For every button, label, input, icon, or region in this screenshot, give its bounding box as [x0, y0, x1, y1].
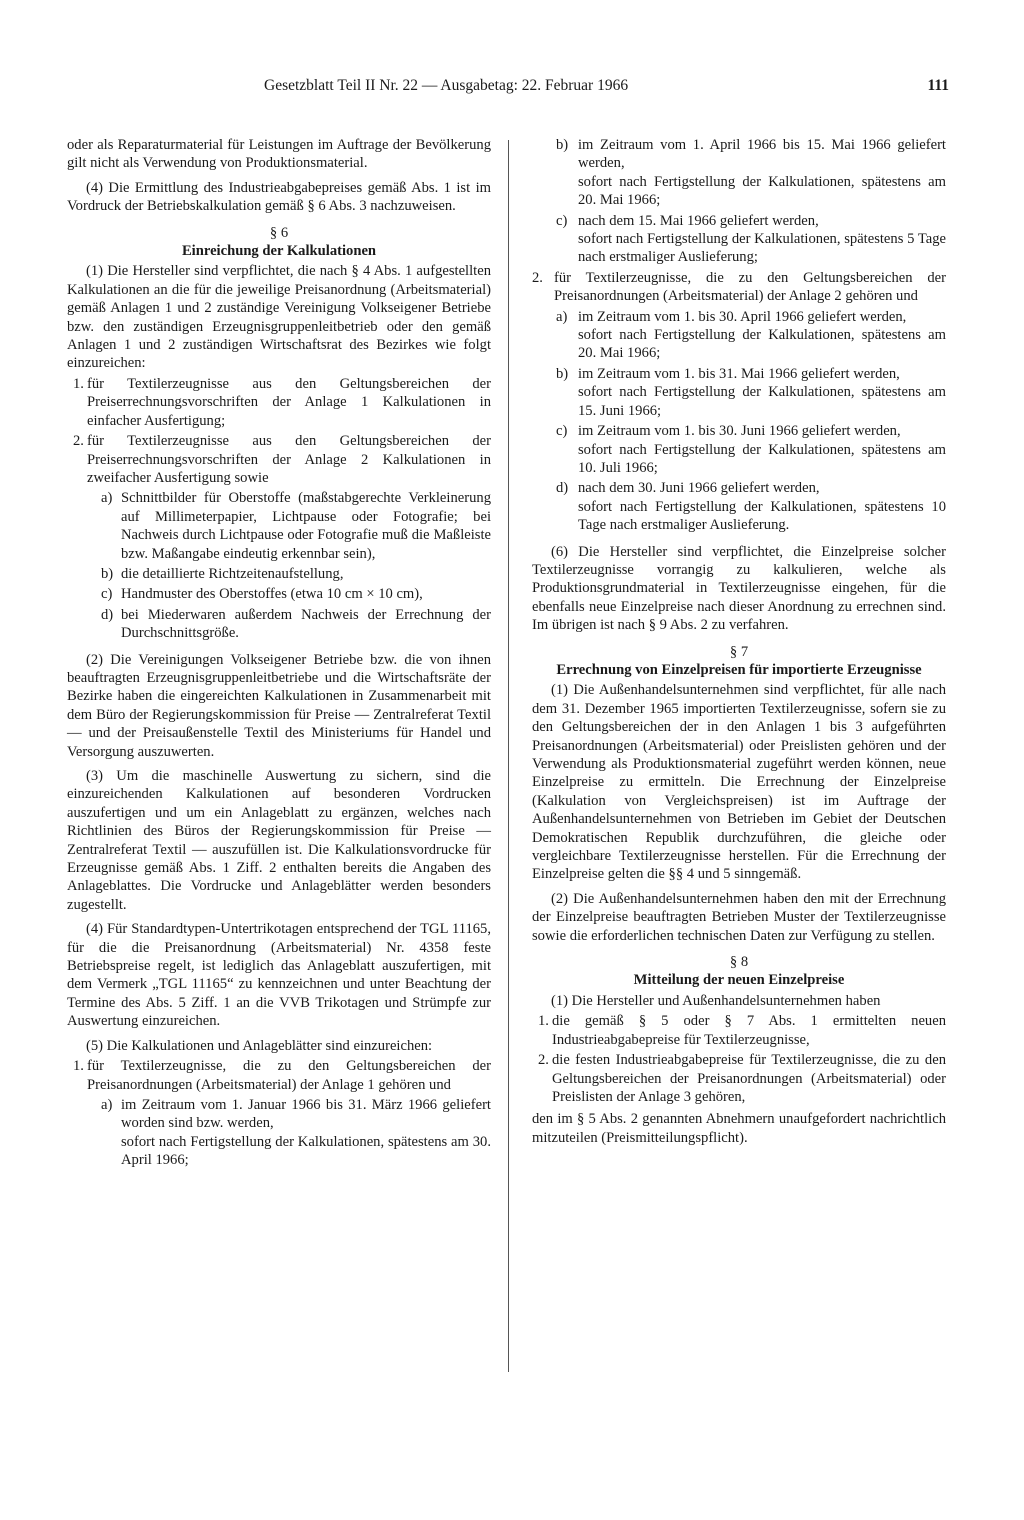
sub-item: [67, 565, 491, 583]
list-text: die gemäß § 5 oder § 7 Abs. 1 ermittelten neuen Industrieabgabepreise für Textilerzeugnisse,: [552, 1013, 946, 1048]
list-item: [67, 432, 491, 487]
sub-text: im Zeitraum vom 1. April 1966 bis 15. Mai 1966 geliefert werden,: [578, 137, 946, 172]
sub-text-deadline: sofort nach Fertigstellung der Kalkulationen, spätestens am 15. Juni 1966;: [578, 384, 946, 419]
sub-letter: b): [101, 565, 114, 582]
sub-text: im Zeitraum vom 1. bis 30. April 1966 geliefert werden,: [578, 308, 907, 325]
sub-text: im Zeitraum vom 1. bis 31. Mai 1966 geliefert werden,: [578, 365, 900, 382]
sub-text: die detaillierte Richtzeitenaufstellung,: [121, 565, 344, 582]
section-8-closing: den im § 5 Abs. 2 genannten Abnehmern unaufgefordert nachrichtlich mitzuteilen (Preismitteilungspflicht).: [532, 1111, 946, 1146]
section-8-paragraph-1: (1) Die Hersteller und Außenhandelsunternehmen haben: [551, 992, 881, 1009]
list-number: 1.: [73, 375, 84, 392]
list-item: [67, 1057, 491, 1094]
page-number: 111: [927, 77, 949, 94]
sub-text-deadline: sofort nach Fertigstellung der Kalkulationen, spätestens am 30. April 1966;: [121, 1133, 491, 1169]
list-text: für Textilerzeugnisse, die zu den Geltungsbereichen der Preisanordnungen (Arbeitsmaterial) der Anlage 1 gehören und: [87, 1058, 491, 1093]
sub-letter: b): [556, 365, 569, 382]
section-7-label: § 7: [729, 643, 749, 660]
section-7-title: Errechnung von Einzelpreisen für importierte Erzeugnisse: [556, 661, 922, 678]
page-header: [264, 77, 949, 99]
list-item: [532, 269, 946, 306]
right-column: [532, 136, 946, 1153]
sub-letter: b): [556, 137, 569, 153]
list-text: für Textilerzeugnisse aus den Geltungsbereichen der Preiserrechnungsvorschriften der Anlage 2 Kalkulationen in zweifacher Ausfertigung sowie: [87, 433, 491, 486]
sub-letter: d): [556, 480, 569, 497]
sub-text: Schnittbilder für Oberstoffe (maßstabgerechte Verkleinerung auf Millimeterpapier, Lichtpause oder Fotografie; bei Nachweis durch Lichtpause oder Fotografie muß die Maßleiste bzw. Maßangabe eindeutig erkennbar sein),: [121, 490, 491, 562]
section-6-title: Einreichung der Kalkulationen: [181, 243, 377, 260]
sub-letter: d): [101, 606, 114, 623]
left-column: [67, 136, 491, 1172]
sub-text: im Zeitraum vom 1. bis 30. Juni 1966 geliefert werden,: [578, 423, 901, 440]
list-text: für Textilerzeugnisse aus den Geltungsbereichen der Preiserrechnungsvorschriften der Anlage 1 Kalkulationen in einfacher Ausfertigung;: [87, 375, 491, 429]
list-item: [532, 1012, 946, 1049]
sub-text-deadline: sofort nach Fertigstellung der Kalkulationen, spätestens 10 Tage nach erstmaliger Auslieferung.: [578, 498, 946, 534]
sub-letter: a): [101, 490, 113, 507]
section-8-title: Mitteilung der neuen Einzelpreise: [633, 972, 845, 989]
list-number: 2.: [532, 269, 543, 286]
section-6-paragraph-2: (2) Die Vereinigungen Volkseigener Betriebe bzw. die von ihnen beauftragten Erzeugnisgruppenleitbetriebe und die Wirtschaftsräte der Bezirke haben die eingereichten Kalkulationen in Zusammenarbeit mit dem Büro der Regierungskommission für Preise — Zentralreferat Textil — und der Preisaußenstelle Textil des Ministeriums für Handel und Versorgung auszuwerten.: [67, 651, 491, 760]
sub-text-deadline: sofort nach Fertigstellung der Kalkulationen, spätestens am 10. Juli 1966;: [578, 441, 946, 476]
section-7-paragraph-2: (2) Die Außenhandelsunternehmen haben den mit der Errechnung der Einzelpreise beauftragten Betrieben Muster der Textilerzeugnisse sowie die erforderlichen technischen Daten zur Verfügung zu stellen.: [532, 890, 946, 944]
section-7-paragraph-1: (1) Die Außenhandelsunternehmen sind verpflichtet, für alle nach dem 31. Dezember 1965 importierten Textilerzeugnisse, sofern sie zu den Geltungsbereichen der in den Anlagen 1 bis 3 aufgeführten Preisanordnungen (Arbeitsmaterial) oder Preislisten gehören und der Verwendung als Produktionsmaterial zugeführt werden können, neue Einzelpreise zu ermitteln. Die Errechnung der Einzelpreise (Kalkulation von Vergleichspreisen) ist im Auftrage der Außenhandelsunternehmen von Betrieben im Gebiet der Deutschen Demokratischen Republik durchzuführen, die gleiche oder vergleichbare Textilerzeugnisse herstellen. Für die Errechnung der Einzelpreise gelten die §§ 4 und 5 sinngemäß.: [532, 682, 946, 883]
sub-item: [532, 212, 946, 267]
sub-item: [532, 365, 946, 420]
paragraph-4: (4) Die Ermittlung des Industrieabgabepreises gemäß Abs. 1 ist im Vordruck der Betriebskalkulation gemäß § 6 Abs. 3 nachzuweisen.: [67, 179, 491, 215]
list-item: [532, 1051, 946, 1106]
section-8-label: § 8: [729, 954, 749, 971]
header-title: Gesetzblatt Teil II Nr. 22 — Ausgabetag: 22. Februar 1966: [264, 77, 629, 94]
list-item: [67, 375, 491, 430]
list-number: 2.: [538, 1052, 549, 1069]
sub-item: [67, 1096, 491, 1170]
list-number: 1.: [538, 1013, 549, 1030]
sub-letter: c): [556, 423, 568, 440]
sub-text: bei Miederwaren außerdem Nachweis der Errechnung der Durchschnittsgröße.: [121, 606, 491, 642]
list-text: für Textilerzeugnisse, die zu den Geltungsbereichen der Preisanordnungen (Arbeitsmaterial) der Anlage 2 gehören und: [554, 269, 946, 305]
sub-letter: a): [101, 1096, 113, 1113]
section-6-label: § 6: [269, 224, 289, 241]
section-6-paragraph-4: (4) Für Standardtypen-Untertrikotagen entsprechend der TGL 11165, für die die Preisanordnung (Arbeitsmaterial) Nr. 4358 feste Betriebspreise regelt, ist lediglich das Anlageblatt auszufertigen, mit dem Vermerk „TGL 11165“ zu kennzeichnen und unter Beachtung der Termine des Abs. 5 Ziff. 1 an die VVB Trikotagen und Strümpfe zur Auswertung einzureichen.: [67, 921, 491, 1030]
section-6-paragraph-1: (1) Die Hersteller sind verpflichtet, die nach § 4 Abs. 1 aufgestellten Kalkulationen an die für die jeweilige Preisanordnung (Arbeitsmaterial) gemäß Anlagen 1 und 2 zuständige Vereinigung Volkseigener Betriebe bzw. den zuständigen Erzeugnisgruppenleitbetrieb oder den gemäß Anlagen 1 und 2 zuständigen Wirtschaftsrat des Bezirkes wie folgt einzureichen:: [67, 263, 491, 372]
column-divider: [508, 140, 509, 1372]
sub-item: [67, 585, 491, 603]
sub-text: nach dem 30. Juni 1966 geliefert werden,: [578, 480, 820, 497]
sub-item: [532, 422, 946, 477]
list-text: die festen Industrieabgabepreise für Textilerzeugnisse, die zu den Geltungsbereichen der Preisanordnungen (Arbeitsmaterial) oder Preislisten der Anlage 3 gehören,: [552, 1052, 946, 1105]
sub-text: nach dem 15. Mai 1966 geliefert werden,: [578, 212, 819, 229]
sub-item: [532, 479, 946, 534]
sub-text: im Zeitraum vom 1. Januar 1966 bis 31. März 1966 geliefert worden sind bzw. werden,: [121, 1096, 491, 1132]
section-6-paragraph-3: (3) Um die maschinelle Auswertung zu sichern, sind die einzureichenden Kalkulationen auf besonderen Vordrucken auszufertigen und um ein Anlageblatt zu ergänzen, welches nach Richtlinien des Büros der Regierungskommission für Preise — Zentralreferat Textil — auszufüllen ist. Die Kalkulationsvordrucke für Erzeugnisse gemäß Abs. 1 Ziff. 2 enthalten bereits die Angaben des Anlageblattes. Die Vordrucke und Anlageblätter werden besonders zugestellt.: [67, 768, 491, 913]
list-number: 2.: [73, 433, 84, 450]
list-number: 1.: [73, 1058, 84, 1075]
sub-item: [532, 136, 946, 210]
sub-text-deadline: sofort nach Fertigstellung der Kalkulationen, spätestens am 20. Mai 1966;: [578, 327, 946, 362]
sub-text: Handmuster des Oberstoffes (etwa 10 cm × 10 cm),: [121, 586, 423, 603]
sub-item: [67, 606, 491, 643]
paragraph-intro: oder als Reparaturmaterial für Leistungen im Auftrage der Bevölkerung gilt nicht als Verwendung von Produktionsmaterial.: [67, 137, 491, 172]
sub-letter: c): [556, 212, 568, 229]
sub-text-deadline: sofort nach Fertigstellung der Kalkulationen, spätestens 5 Tage nach erstmaliger Auslieferung;: [578, 231, 946, 266]
sub-item: [532, 308, 946, 363]
paragraph-6: (6) Die Hersteller sind verpflichtet, die Einzelpreise solcher Textilerzeugnisse vorrangig zu kalkulieren, welche als Produktionsgrundmaterial in Textilerzeugnisse eingehen, für die ebenfalls neue Einzelpreise nach dieser Anordnung zu errechnen sind. Im übrigen ist nach § 9 Abs. 2 zu verfahren.: [532, 543, 946, 634]
section-6-paragraph-5: (5) Die Kalkulationen und Anlageblätter sind einzureichen:: [86, 1037, 433, 1054]
sub-letter: a): [556, 308, 568, 325]
sub-text-deadline: sofort nach Fertigstellung der Kalkulationen, spätestens am 20. Mai 1966;: [578, 173, 946, 209]
sub-letter: c): [101, 586, 113, 603]
sub-item: [67, 489, 491, 563]
